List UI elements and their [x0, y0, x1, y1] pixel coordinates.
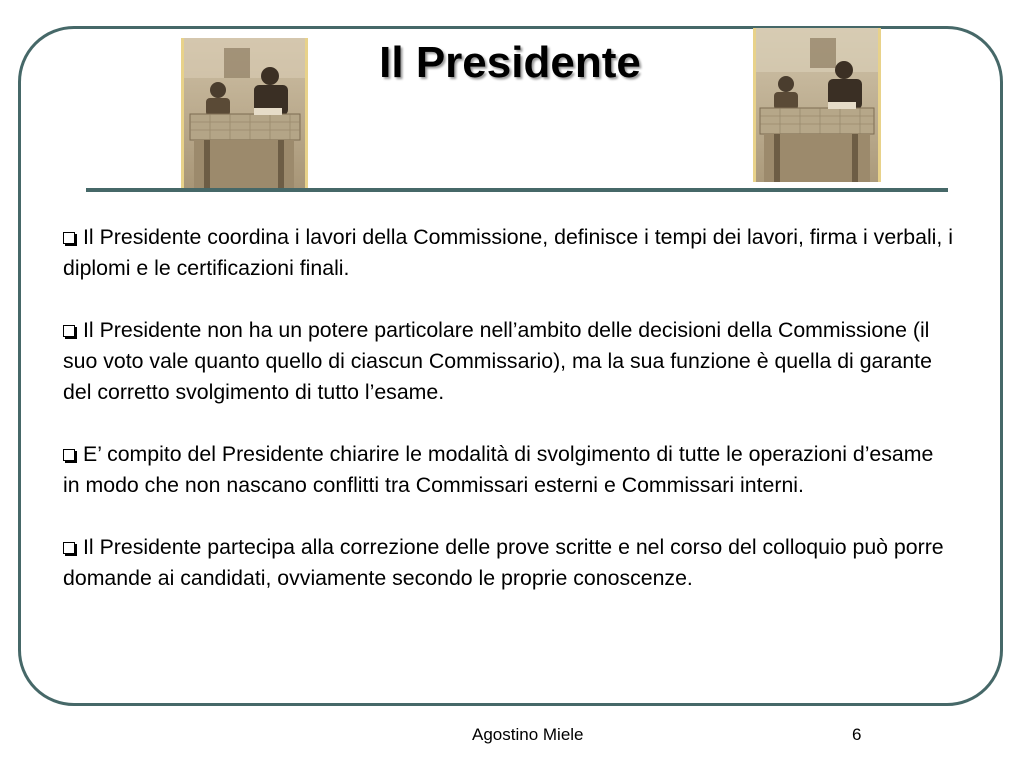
- bullet-item: [63, 315, 953, 408]
- vintage-photo-left: [181, 38, 308, 188]
- bullet-text: Il Presidente partecipa alla correzione delle prove scritte e nel corso del colloquio può porre domande ai candidati, ovviamente secondo le proprie conoscenze.: [63, 535, 944, 590]
- page-number: 6: [852, 725, 862, 744]
- checkbox-icon: [63, 542, 75, 554]
- checkbox-icon: [63, 449, 75, 461]
- bullet-text: Il Presidente coordina i lavori della Commissione, definisce i tempi dei lavori, firma i verbali, i diplomi e le certificazioni finali.: [63, 225, 953, 280]
- footer-author: Agostino Miele: [472, 725, 584, 744]
- bullet-text: Il Presidente non ha un potere particolare nell’ambito delle decisioni della Commissione (il suo voto vale quanto quello di ciascun Commissario), ma la sua funzione è quella di garante del corretto svolgimento di tutto l’esame.: [63, 318, 932, 404]
- bullet-item: [63, 222, 953, 284]
- checkbox-icon: [63, 325, 75, 337]
- bullet-list: [63, 222, 953, 625]
- slide-title: Il Presidente: [379, 38, 641, 87]
- title-divider: [86, 188, 948, 192]
- bullet-item: [63, 532, 953, 594]
- bullet-item: [63, 439, 953, 501]
- bullet-text: E’ compito del Presidente chiarire le modalità di svolgimento di tutte le operazioni d’esame in modo che non nascano conflitti tra Commissari esterni e Commissari interni.: [63, 442, 934, 497]
- vintage-photo-right: [753, 28, 881, 182]
- checkbox-icon: [63, 232, 75, 244]
